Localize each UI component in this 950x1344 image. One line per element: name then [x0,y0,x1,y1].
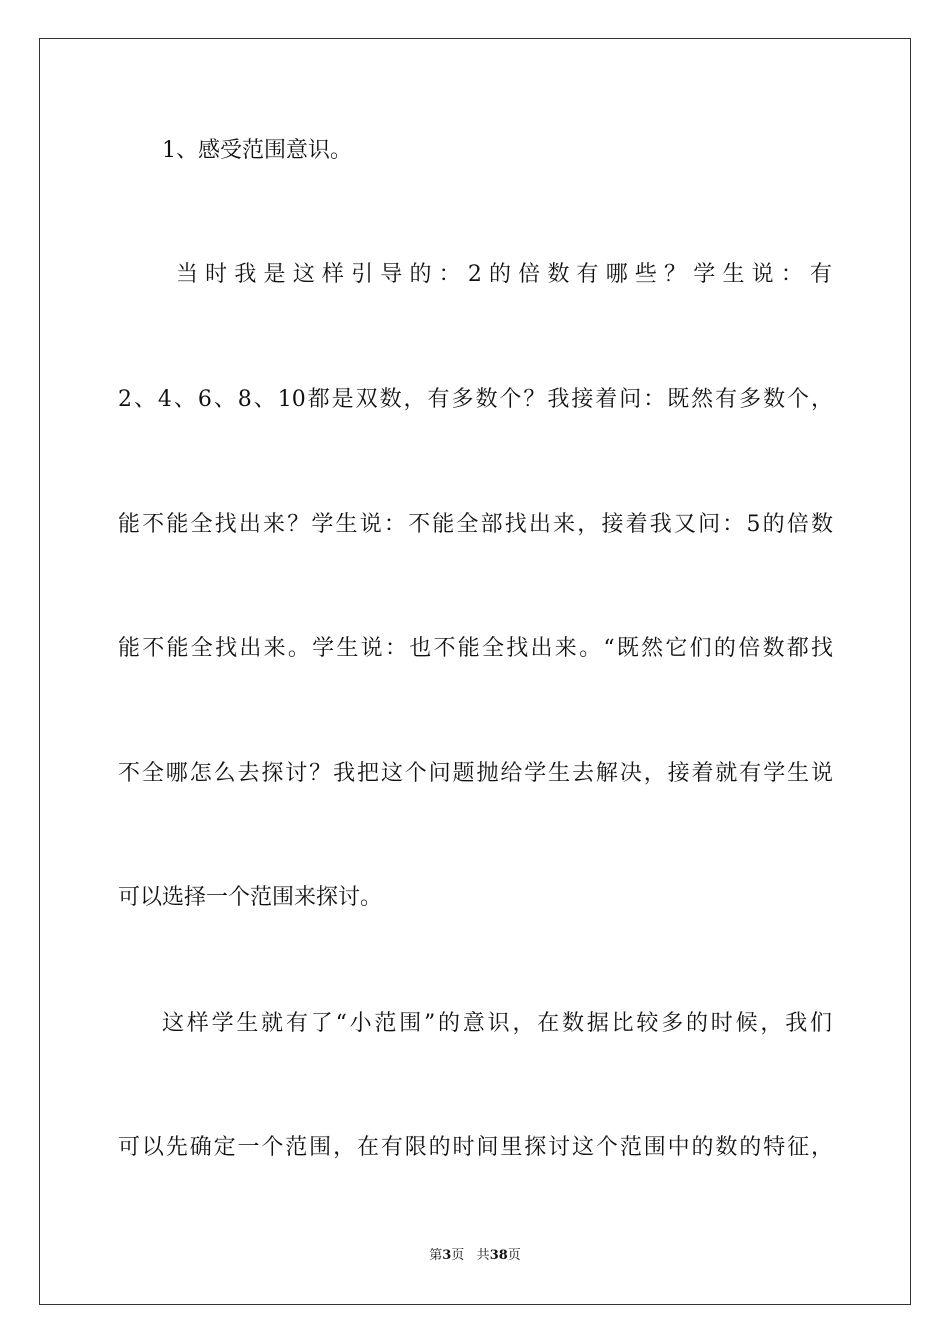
text-line-5: 能不能全找出来。学生说：也不能全找出来。“既然它们的倍数都找 [118,636,833,661]
text-line-7: 可以选择一个范围来探讨。 [118,885,383,910]
footer-total-suffix: 页 [507,1248,521,1263]
footer-page-number: 3 [442,1248,452,1263]
footer-total-prefix: 共 [476,1248,490,1263]
footer-total-number: 38 [489,1248,508,1263]
text-line-3: 2、4、6、8、10都是双数，有多数个？我接着问：既然有多数个， [118,387,834,412]
page-footer [0,1247,950,1265]
page-border [39,38,911,1305]
footer-page-prefix: 第 [429,1248,443,1263]
text-line-2: 当时我是这样引导的：2的倍数有哪些？学生说：有 [176,262,832,287]
text-line-9: 可以先确定一个范围，在有限的时间里探讨这个范围中的数的特征， [118,1135,833,1160]
text-line-4: 能不能全找出来？学生说：不能全部找出来，接着我又问：5的倍数 [118,512,833,537]
text-line-6: 不全哪怎么去探讨？我把这个问题抛给学生去解决，接着就有学生说 [118,761,833,786]
text-line-8: 这样学生就有了“小范围”的意识，在数据比较多的时候，我们 [162,1011,832,1036]
footer-page-suffix: 页 [451,1248,465,1263]
text-line-1: 1、感受范围意识。 [162,138,352,163]
